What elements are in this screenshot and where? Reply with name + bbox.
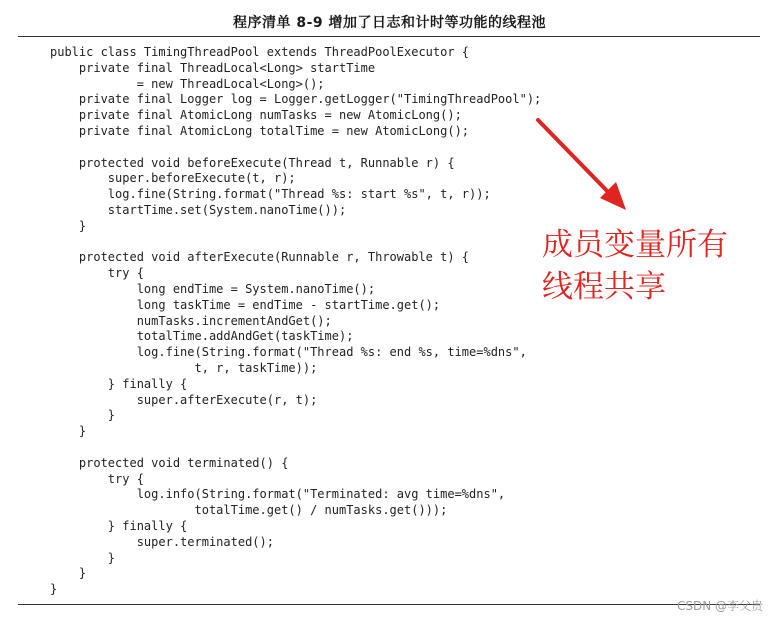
code-line: super.afterExecute(r, t);: [50, 392, 318, 407]
code-line: protected void afterExecute(Runnable r, Throwable t) {: [50, 250, 470, 265]
code-line: [50, 440, 541, 456]
red-arrow-icon: [530, 112, 640, 222]
code-line: try {: [50, 471, 144, 486]
watermark: CSDN @李父贵: [676, 599, 763, 613]
code-line: } finally {: [50, 518, 188, 533]
code-line: public class TimingThreadPool extends ThreadPoolExecutor {: [50, 45, 470, 59]
code-line: protected void beforeExecute(Thread t, Runnable r) {: [50, 155, 455, 170]
code-line: super.terminated();: [50, 534, 274, 549]
code-line: } finally {: [50, 376, 188, 391]
code-line: t, r, taskTime));: [50, 360, 318, 375]
code-line: private final ThreadLocal<Long> startTime: [50, 60, 376, 75]
code-line: totalTime.addAndGet(taskTime);: [50, 329, 354, 344]
code-line: }: [50, 408, 116, 423]
code-line: long endTime = System.nanoTime();: [50, 281, 376, 296]
code-block: [50, 45, 541, 598]
code-line: protected void terminated() {: [50, 455, 289, 470]
annotation-text: [542, 224, 728, 308]
code-line: super.beforeExecute(t, r);: [50, 171, 296, 186]
code-line: numTasks.incrementAndGet();: [50, 313, 332, 328]
code-line: private final AtomicLong numTasks = new AtomicLong();: [50, 108, 462, 123]
code-line: log.fine(String.format("Thread %s: end %s, time=%dns",: [50, 345, 527, 360]
listing-title: 程序清单 8-9 增加了日志和计时等功能的线程池: [232, 15, 547, 31]
top-rule: [18, 36, 760, 37]
code-line: }: [50, 550, 116, 565]
code-line: [50, 235, 541, 251]
code-line: log.fine(String.format("Thread %s: start %s", t, r));: [50, 187, 491, 202]
code-line: try {: [50, 266, 144, 281]
code-line: [50, 140, 541, 156]
annotation-line-1: 成员变量所有: [542, 227, 728, 263]
annotation-line-2: 线程共享: [542, 269, 666, 305]
code-line: }: [50, 424, 87, 439]
code-line: private final AtomicLong totalTime = new AtomicLong();: [50, 123, 470, 138]
code-line: }: [50, 566, 87, 581]
code-line: }: [50, 582, 58, 597]
code-line: log.info(String.format("Terminated: avg time=%dns",: [50, 487, 506, 502]
code-line: = new ThreadLocal<Long>();: [50, 76, 325, 91]
code-line: }: [50, 218, 87, 233]
code-line: private final Logger log = Logger.getLogger("TimingThreadPool");: [50, 92, 542, 107]
code-line: startTime.set(System.nanoTime());: [50, 202, 347, 217]
code-line: long taskTime = endTime - startTime.get();: [50, 297, 441, 312]
code-line: totalTime.get() / numTasks.get()));: [50, 503, 448, 518]
bottom-rule: [18, 604, 760, 605]
